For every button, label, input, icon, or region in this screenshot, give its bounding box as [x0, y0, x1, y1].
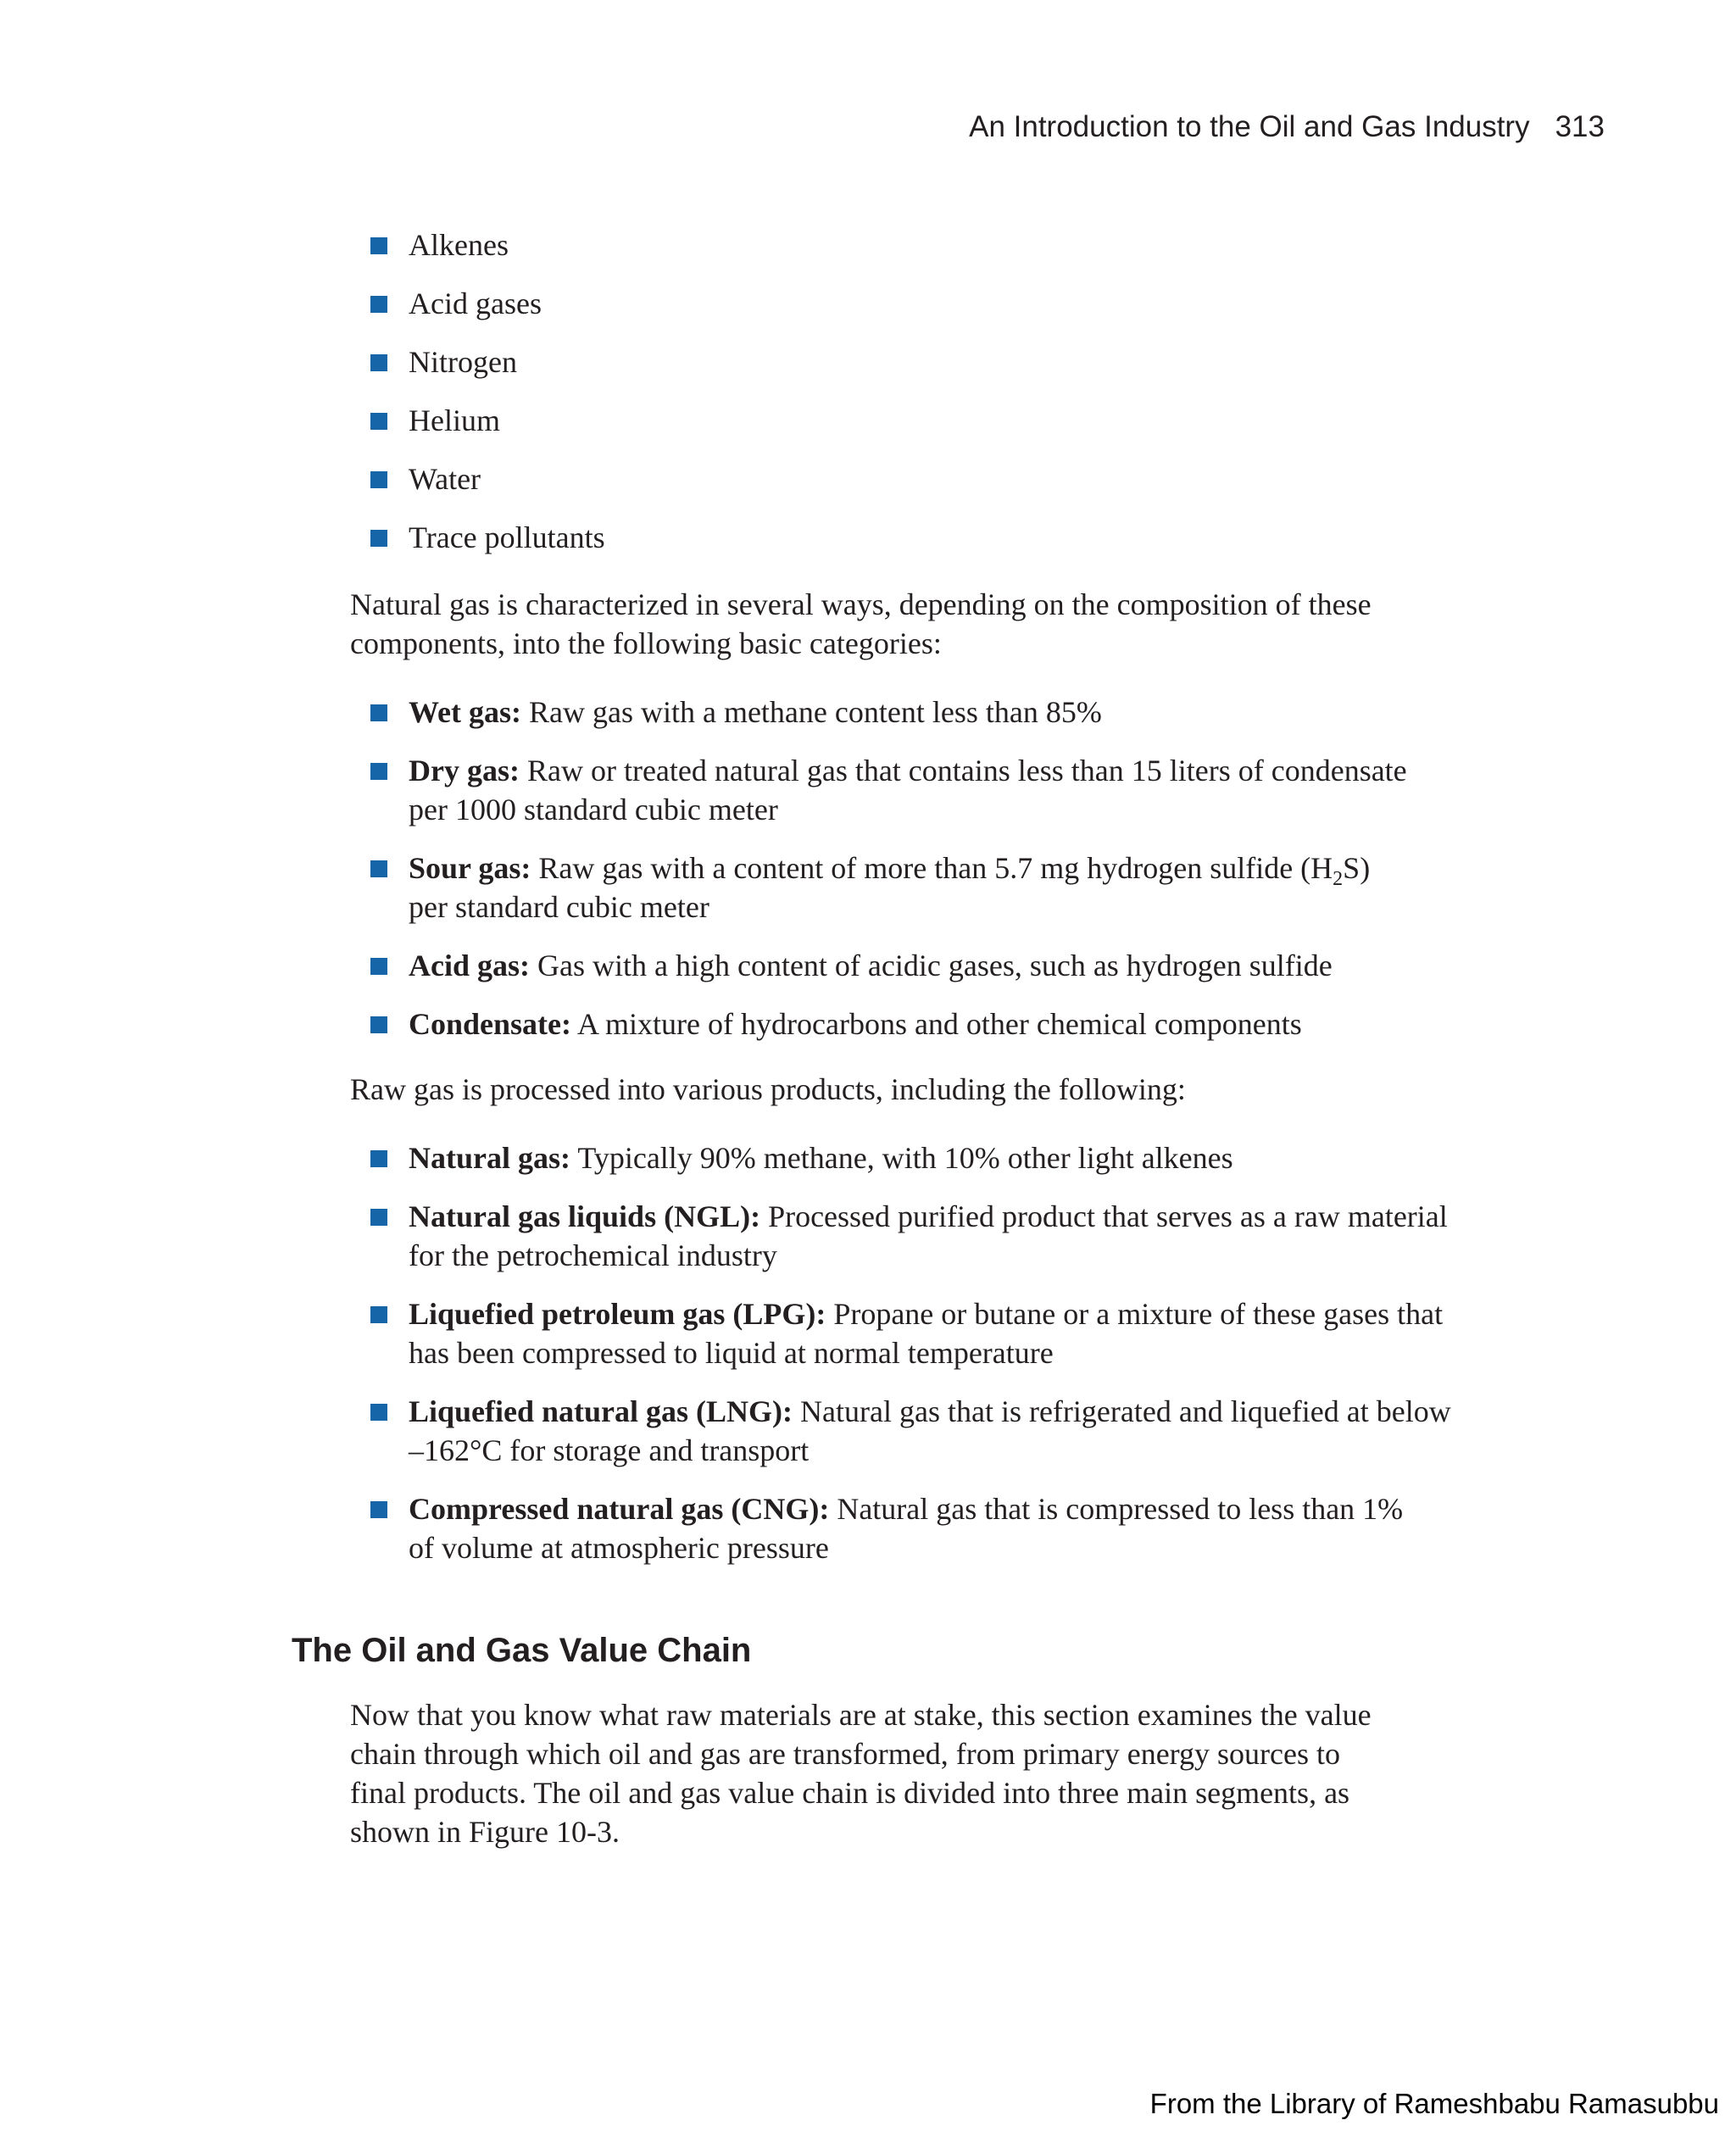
- running-title: An Introduction to the Oil and Gas Industry: [969, 110, 1530, 143]
- running-header: [969, 110, 1605, 144]
- square-bullet-icon: [370, 296, 387, 313]
- list-item: Wet gas: Raw gas with a methane content less than 85%: [370, 693, 1407, 732]
- list-item: Dry gas: Raw or treated natural gas that contains less than 15 liters of condensate per 1000 standard cubic meter: [370, 751, 1407, 829]
- components-list: [370, 225, 605, 557]
- square-bullet-icon: [370, 471, 387, 488]
- categories-list: [370, 693, 1407, 1043]
- square-bullet-icon: [370, 1016, 387, 1033]
- square-bullet-icon: [370, 1404, 387, 1421]
- list-item: Nitrogen: [370, 342, 605, 381]
- paragraph-categories-intro: Natural gas is characterized in several ways, depending on the composition of these components, into the following basic categories:: [350, 587, 1372, 660]
- square-bullet-icon: [370, 530, 387, 547]
- paragraph-products-intro: Raw gas is processed into various products, including the following:: [350, 1072, 1186, 1106]
- list-item: Compressed natural gas (CNG): Natural gas that is compressed to less than 1% of volume at atmospheric pressure: [370, 1489, 1451, 1567]
- list-item: Sour gas: Raw gas with a content of more than 5.7 mg hydrogen sulfide $(H_2S)$ per standard cubic meter: [370, 849, 1407, 927]
- products-list: [370, 1138, 1451, 1567]
- square-bullet-icon: [370, 958, 387, 975]
- list-item: Water: [370, 459, 605, 498]
- list-item: Helium: [370, 401, 605, 440]
- square-bullet-icon: [370, 1209, 387, 1226]
- square-bullet-icon: [370, 1306, 387, 1323]
- paragraph-value-chain: Now that you know what raw materials are at stake, this section examines the value chain through which oil and gas are transformed, from primary energy sources to final products. The oil and gas value chain is divided into three main segments, as shown in Figure 10-3.: [350, 1698, 1372, 1849]
- list-item: Liquefied petroleum gas (LPG): Propane or butane or a mixture of these gases that has been compressed to liquid at normal temperature: [370, 1294, 1451, 1372]
- list-item: Condensate: A mixture of hydrocarbons and other chemical components: [370, 1004, 1407, 1043]
- list-item: Natural gas: Typically 90% methane, with 10% other light alkenes: [370, 1138, 1451, 1177]
- list-item: Acid gas: Gas with a high content of acidic gases, such as hydrogen sulfide: [370, 946, 1407, 985]
- page-number: 313: [1555, 110, 1605, 143]
- square-bullet-icon: [370, 237, 387, 254]
- square-bullet-icon: [370, 763, 387, 780]
- section-heading: The Oil and Gas Value Chain: [292, 1632, 752, 1669]
- list-item: Natural gas liquids (NGL): Processed purified product that serves as a raw material for the petrochemical industry: [370, 1197, 1451, 1275]
- list-item: Alkenes: [370, 225, 605, 264]
- square-bullet-icon: [370, 704, 387, 721]
- library-watermark: From the Library of Rameshbabu Ramasubbu: [1149, 2088, 1719, 2119]
- square-bullet-icon: [370, 860, 387, 877]
- square-bullet-icon: [370, 354, 387, 371]
- square-bullet-icon: [370, 1150, 387, 1167]
- square-bullet-icon: [370, 413, 387, 430]
- square-bullet-icon: [370, 1501, 387, 1518]
- list-item: Trace pollutants: [370, 518, 605, 557]
- list-item: Liquefied natural gas (LNG): Natural gas that is refrigerated and liquefied at below –162°C for storage and transport: [370, 1392, 1451, 1470]
- list-item: Acid gases: [370, 284, 605, 323]
